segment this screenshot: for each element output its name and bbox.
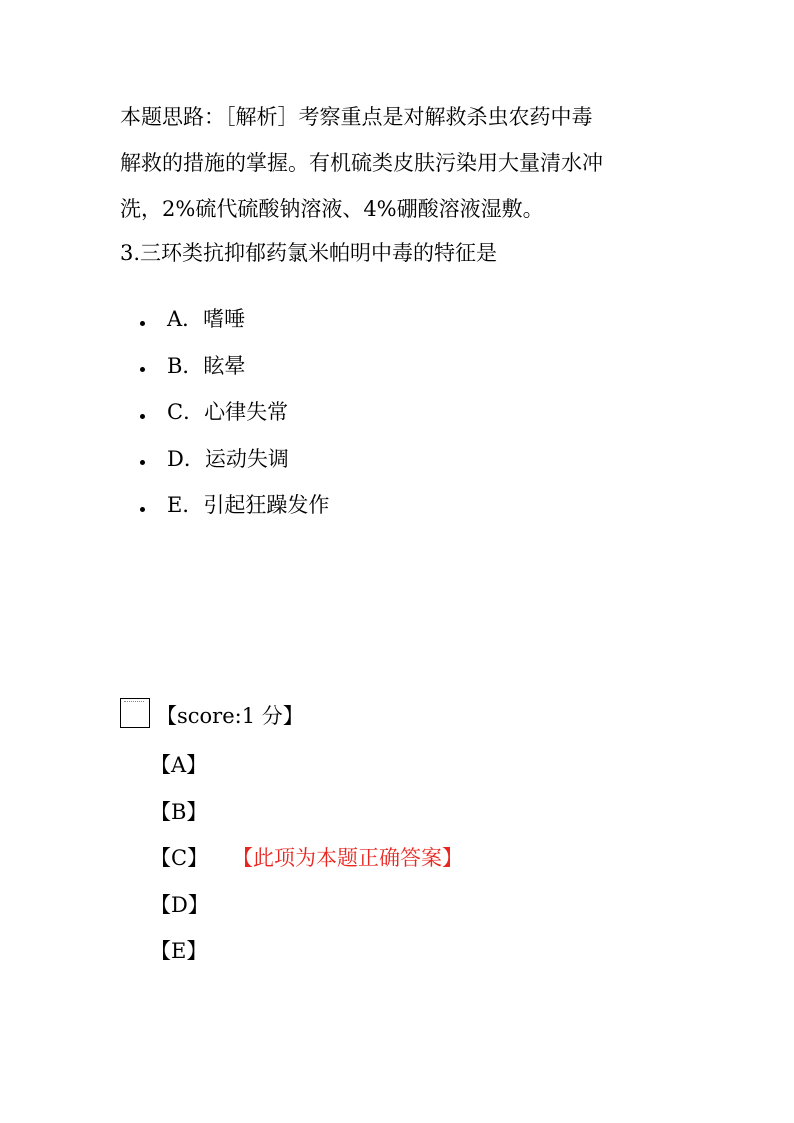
option-item[interactable] xyxy=(140,389,329,436)
bullet-icon xyxy=(140,367,145,372)
answer-item[interactable] xyxy=(150,742,463,789)
score-label: 【score:1 分】 xyxy=(156,704,304,728)
answer-item[interactable] xyxy=(150,835,463,882)
answer-letter: 【A】 xyxy=(150,753,208,777)
question-text: 3.三环类抗抑郁药氯米帕明中毒的特征是 xyxy=(120,241,498,265)
checkbox-mark-icon xyxy=(124,701,144,706)
answer-letter: 【B】 xyxy=(150,799,208,824)
bullet-icon xyxy=(140,460,145,465)
score-row xyxy=(120,694,304,730)
option-label: D．运动失调 xyxy=(167,446,289,471)
answer-item[interactable] xyxy=(150,928,463,975)
answer-letter: 【E】 xyxy=(150,939,208,963)
bullet-icon xyxy=(140,321,145,326)
bullet-icon xyxy=(140,507,145,512)
correct-answer-note: 【此项为本题正确答案】 xyxy=(232,846,463,870)
option-item[interactable] xyxy=(140,436,329,483)
option-label: E．引起狂躁发作 xyxy=(167,493,330,517)
option-item[interactable] xyxy=(140,296,329,343)
explanation-line: 洗，2%硫代硫酸钠溶液、4%硼酸溶液湿敷。 xyxy=(120,197,544,221)
option-label: A．嗜唾 xyxy=(167,307,246,331)
option-label: C．心律失常 xyxy=(167,400,289,424)
bullet-icon xyxy=(140,414,145,419)
explanation-line: 本题思路：［解析］考察重点是对解救杀虫农药中毒 xyxy=(120,105,593,129)
answer-letter: 【D】 xyxy=(150,892,209,917)
explanation-line: 解救的措施的掌握。有机硫类皮肤污染用大量清水冲 xyxy=(120,151,603,175)
explanation-paragraph xyxy=(120,94,680,232)
answer-item[interactable] xyxy=(150,789,463,836)
option-label: B．眩晕 xyxy=(167,353,246,378)
option-item[interactable] xyxy=(140,482,329,529)
answer-list xyxy=(150,742,463,975)
answer-letter: 【C】 xyxy=(150,846,209,870)
option-list xyxy=(140,296,329,529)
option-item[interactable] xyxy=(140,343,329,390)
answer-checkbox[interactable] xyxy=(120,698,150,728)
answer-item[interactable] xyxy=(150,882,463,929)
